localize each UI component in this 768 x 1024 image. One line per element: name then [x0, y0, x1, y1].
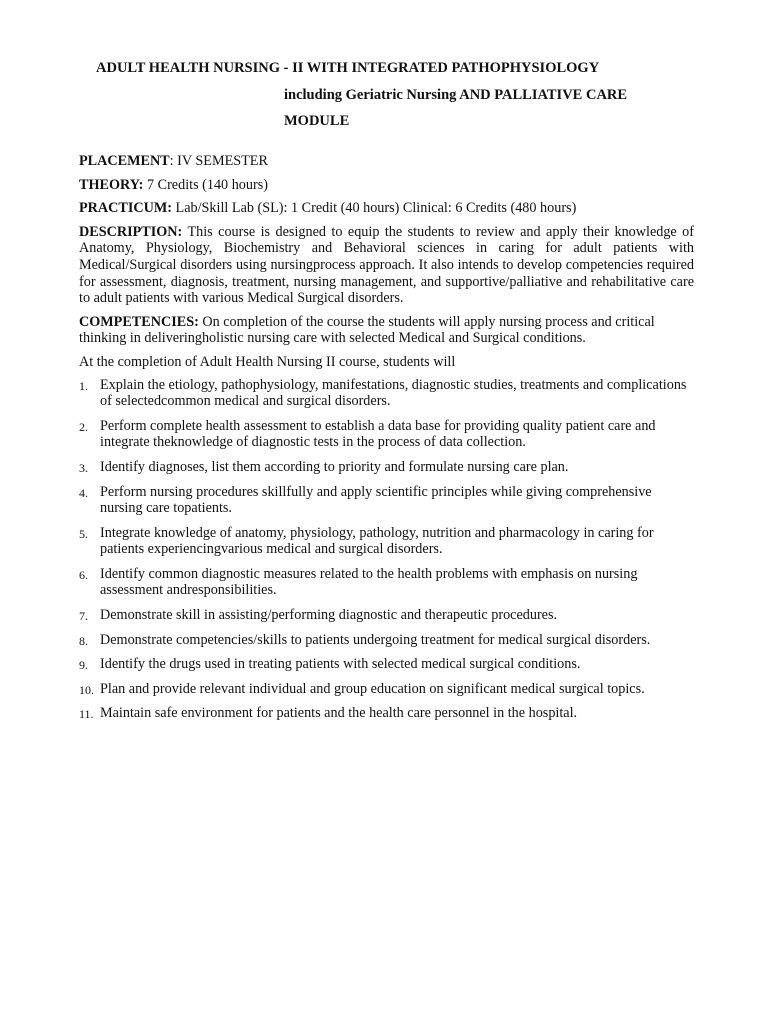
list-item — [79, 525, 694, 558]
theory-paragraph — [79, 177, 694, 194]
list-item — [79, 607, 694, 624]
list-item-number: 6. — [79, 567, 88, 582]
document-body — [79, 153, 694, 730]
placement-paragraph — [79, 153, 694, 170]
list-item — [79, 566, 694, 599]
list-item-number: 10. — [79, 682, 94, 697]
list-item-text: Integrate knowledge of anatomy, physiology, pathology, nutrition and pharmacology in caring for patients experiencingvarious medical and surgical disorders. — [100, 524, 654, 558]
placement-value: : IV SEMESTER — [169, 153, 268, 169]
list-item-number: 9. — [79, 658, 88, 673]
outcomes-intro: At the completion of Adult Health Nursing II course, students will — [79, 353, 456, 370]
list-item-text: Identify the drugs used in treating patients with selected medical surgical conditions. — [100, 656, 581, 673]
list-item-number: 7. — [79, 609, 88, 624]
list-item — [79, 681, 694, 698]
list-item — [79, 656, 694, 673]
list-item-text: Explain the etiology, pathophysiology, manifestations, diagnostic studies, treatments and complications of selectedcommon medical and surgical disorders. — [100, 376, 687, 410]
course-subtitle: including Geriatric Nursing AND PALLIATIVE CARE — [284, 87, 628, 103]
list-item — [79, 377, 694, 410]
description-label: DESCRIPTION: — [79, 223, 183, 240]
list-item-number: 5. — [79, 526, 88, 541]
list-item-number: 8. — [79, 633, 88, 648]
list-item — [79, 459, 694, 476]
list-item-text: Demonstrate skill in assisting/performing diagnostic and therapeutic procedures. — [100, 607, 558, 624]
list-item-text: Identify diagnoses, list them according to priority and formulate nursing care plan. — [100, 458, 569, 475]
competencies-paragraph — [79, 314, 694, 347]
practicum-label: PRACTICUM: — [79, 200, 172, 217]
list-item-text: Perform nursing procedures skillfully and apply scientific principles while giving comprehensive nursing care topatients. — [100, 483, 652, 517]
list-item-text: Maintain safe environment for patients and the health care personnel in the hospital. — [100, 705, 578, 722]
course-title: ADULT HEALTH NURSING - II WITH INTEGRATED PATHOPHYSIOLOGY — [96, 60, 600, 76]
theory-value: 7 Credits (140 hours) — [143, 176, 268, 193]
list-item-number: 11. — [79, 707, 94, 722]
outcomes-list — [79, 377, 694, 723]
description-text: This course is designed to equip the students to review and apply their knowledge of Anatomy, Physiology, Biochemistry and Behavioral sciences in caring for adult patients with Medical/Surgical disorders using nursingprocess approach. It also intends to develop competencies required for assessment, diagnosis, treatment, nursing management, and supportive/palliative and rehabilitative care to adult patients with various Medical Surgical disorders. — [79, 223, 694, 307]
list-item-text: Identify common diagnostic measures related to the health problems with emphasis on nursing assessment andresponsibilities. — [100, 565, 638, 599]
list-item-number: 1. — [79, 378, 88, 393]
course-module-label: MODULE — [284, 113, 350, 129]
list-item-text: Perform complete health assessment to establish a data base for providing quality patient care and integrate theknowledge of diagnostic tests in the process of data collection. — [100, 417, 656, 451]
list-item-number: 2. — [79, 419, 88, 434]
list-item — [79, 632, 694, 649]
list-item — [79, 484, 694, 517]
practicum-value: Lab/Skill Lab (SL): 1 Credit (40 hours) Clinical: 6 Credits (480 hours) — [172, 200, 577, 217]
theory-label: THEORY: — [79, 176, 144, 193]
placement-label: PLACEMENT — [79, 153, 170, 169]
competencies-text: On completion of the course the students will apply nursing process and critical thinking in deliveringholistic nursing care with selected Medical and Surgical conditions. — [79, 313, 655, 347]
list-item-text: Plan and provide relevant individual and group education on significant medical surgical topics. — [100, 680, 645, 697]
list-item — [79, 705, 694, 722]
practicum-paragraph — [79, 200, 694, 217]
list-item-number: 4. — [79, 485, 88, 500]
list-item-text: Demonstrate competencies/skills to patients undergoing treatment for medical surgical disorders. — [100, 631, 651, 648]
description-paragraph — [79, 224, 694, 307]
list-item-number: 3. — [79, 460, 88, 475]
competencies-label: COMPETENCIES: — [79, 313, 199, 330]
list-item — [79, 418, 694, 451]
